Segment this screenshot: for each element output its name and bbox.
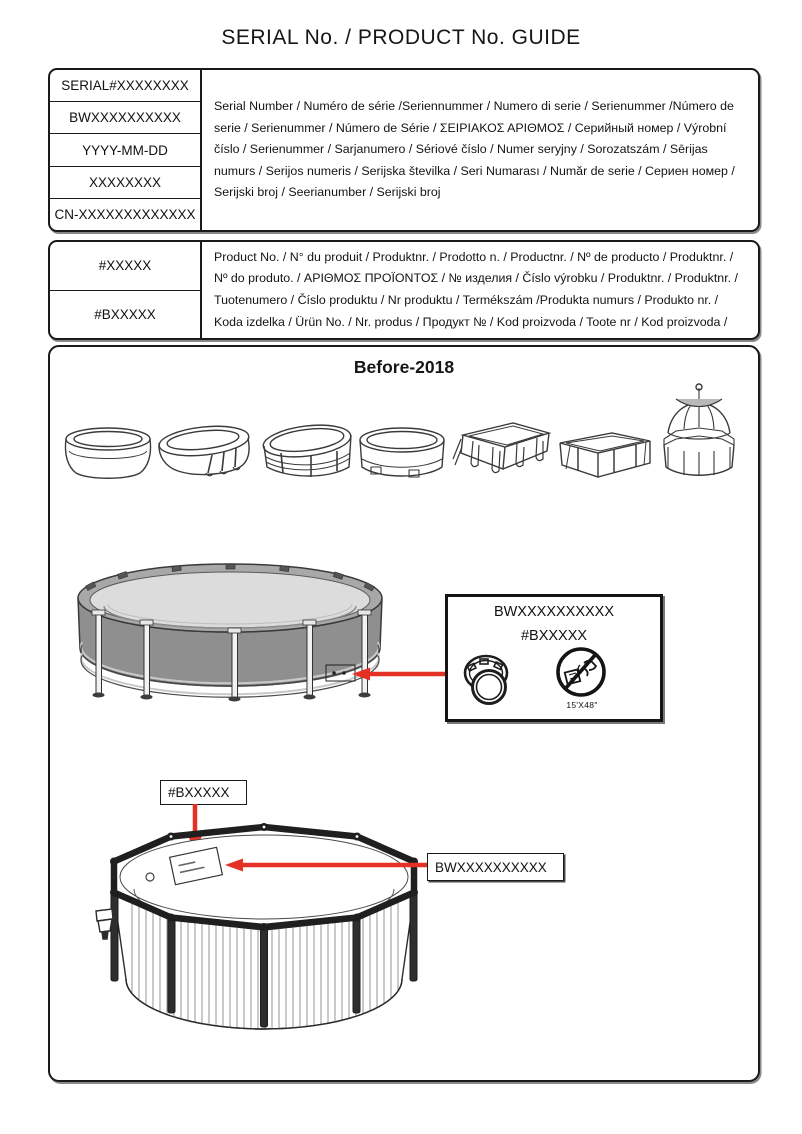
bottom-product-code: #BXXXXX bbox=[168, 785, 230, 800]
oval-inflatable-pool-icon bbox=[156, 421, 256, 483]
round-frame-pool-illustration bbox=[74, 560, 386, 710]
serial-label-callout-box bbox=[445, 594, 663, 722]
valve-fitting-icon bbox=[462, 653, 512, 707]
serial-code-format: SERIAL#XXXXXXXX bbox=[50, 70, 200, 102]
before-2018-heading: Before-2018 bbox=[353, 357, 455, 377]
product-code-format: #XXXXX bbox=[50, 242, 200, 291]
serial-number-description-cell bbox=[200, 70, 758, 230]
rect-frame-pool-icon bbox=[556, 425, 654, 483]
red-arrow-to-serial-label bbox=[195, 856, 430, 874]
page-title: SERIAL No. / PRODUCT No. GUIDE bbox=[221, 26, 581, 49]
bottom-serial-label-box bbox=[427, 853, 564, 881]
no-tear-label-prohibition-icon bbox=[554, 645, 608, 699]
callout-product-code: #BXXXXX bbox=[520, 628, 588, 644]
serial-number-table bbox=[48, 68, 760, 232]
bw-code-format: BWXXXXXXXXXX bbox=[50, 102, 200, 134]
dome-canopy-pool-icon bbox=[656, 383, 742, 483]
steel-wall-pool-illustration bbox=[92, 819, 437, 1044]
skimmer-fitting bbox=[96, 909, 113, 939]
cn-code-format: CN-XXXXXXXXXXXXX bbox=[54, 206, 196, 222]
numeric-code-format: XXXXXXXX bbox=[50, 167, 200, 199]
product-number-multilingual-text: Product No. / N° du produit / Produktnr. / Prodotto n. / Productnr. / Nº de producto / Produktnr. / Nº do produto. / ΑΡΙΘΜΟΣ ΠΡΟΪΟΝΤΟΣ / № изделия / Číslo výrobku / Produktnr. / Produktnr. / Tuotenumero / Číslo produktu / Nr produktu / Termékszám /Produkta numurs / Produkto nr. / Koda izdelka / Ürün No. / Nr. produs / Продукт № / Kod proizvoda / Toote nr / Kod proizvoda / bbox=[214, 249, 738, 329]
inflatable-ring-pool-icon bbox=[62, 425, 154, 483]
product-number-description-cell bbox=[200, 242, 758, 338]
date-code-format: YYYY-MM-DD bbox=[50, 134, 200, 166]
serial-number-multilingual-text: Serial Number / Numéro de série /Seriennummer / Numero di serie / Serienummer /Número de serie / Serienummer / Número de Série / ΣΕΙΡΙΑΚΟΣ ΑΡΙΘΜΟΣ / Серийный номер / Výrobní číslo / Serienummer / Sarjanumero / Sériové číslo / Numer seryjny / Sorozatszám / Sērijas numurs / Serijos numeris / Serijska številka / Seri Numarası / Număr de serie / Сериен номер / Serijski broj / Seerianumber / Serijski broj bbox=[214, 99, 735, 200]
oval-frame-pool-icon bbox=[259, 423, 355, 483]
bottom-serial-code: BWXXXXXXXXXX bbox=[435, 859, 547, 875]
red-arrow-to-pool-wall bbox=[350, 666, 450, 682]
product-b-code-format: #BXXXXX bbox=[94, 306, 156, 322]
pool-type-thumbnails bbox=[62, 381, 742, 483]
product-code-column bbox=[50, 242, 202, 338]
before-2018-section bbox=[48, 345, 760, 1082]
round-frame-pool-icon bbox=[357, 425, 447, 483]
product-number-table bbox=[48, 240, 760, 340]
callout-pool-size-label: 15'X48" bbox=[566, 700, 598, 710]
bottom-product-label-box bbox=[160, 780, 247, 805]
callout-serial-code: BWXXXXXXXXXX bbox=[493, 604, 615, 620]
serial-code-column bbox=[50, 70, 202, 230]
rect-frame-pool-angled-icon bbox=[449, 419, 553, 483]
